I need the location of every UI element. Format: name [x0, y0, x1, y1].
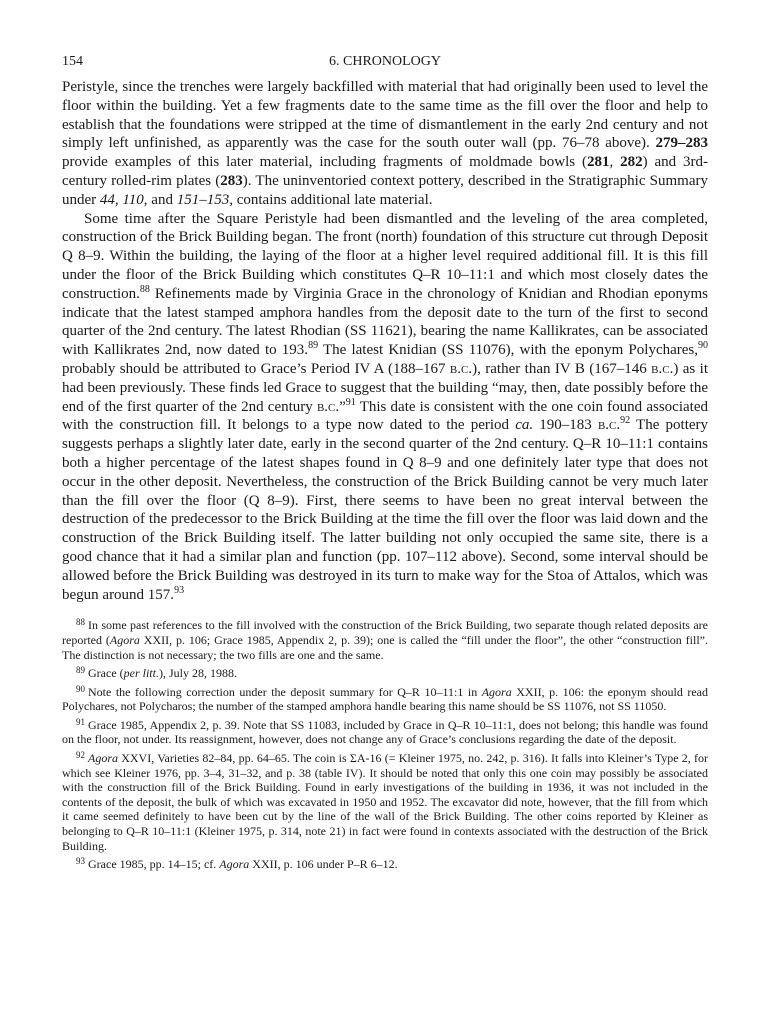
footnote-text: In some past references to the fill involved with the construction of the Brick Building, two separate though related deposits are reported (Agora XXII, p. 106; Grace 1985, Appendix 2, p. 39); one is called the “fill under the floor”, the other “construction fill”. The distinction is not necessary; the two fills are one and the same.: [62, 618, 708, 662]
footnote-text: Grace 1985, Appendix 2, p. 39. Note that SS 11083, included by Grace in Q–R 10–11:1, does not belong; this handle was found on the floor, not under. Its reassignment, however, does not change any of Grace’s conclusions regarding the date of the deposit.: [62, 717, 708, 747]
running-head: 6. CHRONOLOGY: [329, 54, 441, 69]
footnote-number: 90: [76, 683, 85, 694]
footnote-88: [62, 618, 708, 662]
footnote-text: Agora XXVI, Varieties 82–84, pp. 64–65. The coin is ΣA-16 (= Kleiner 1975, no. 242, p. 316). It falls into Kleiner’s Type 2, for which see Kleiner 1976, pp. 3–4, 31–32, and p. 38 (table IV). It should be noted that only this one coin may possibly be associated with the construction fill of the Brick Building. Found in early investigations of the building in 1936, it was not included in the contents of the deposit, the bulk of which was excavated in 1950 and 1952. The excavator did note, however, that the fill from which it came seemed definitely to have been cut by the line of the wall of the Brick Building. The other coins reported by Kleiner as belonging to Q–R 10–11:1 (Kleiner 1975, p. 314, note 21) in fact were found in contexts associated with the destruction of the Brick Building.: [62, 751, 708, 853]
footnote-number: 89: [76, 665, 85, 676]
footnote-89: [62, 666, 708, 681]
page: [62, 54, 708, 876]
page-header: [62, 54, 708, 76]
footnote-92: [62, 751, 708, 853]
footnote-number: 88: [76, 617, 85, 628]
paragraph-brick-building: Some time after the Square Peristyle had been dismantled and the leveling of the area completed, construction of the Brick Building began. The front (north) foundation of this structure cut through Deposit Q 8–9. Within the building, the laying of the floor at a higher level required additional fill. It is this fill under the floor of the Brick Building which constitutes Q–R 10–11:1 and which most closely dates the construction.$^{88}$ Refinements made by Virginia Grace in the chronology of Knidian and Rhodian eponyms indicate that the latest stamped amphora handles from the deposit date to the turn of the first to second quarter of the 2nd century. The latest Rhodian (SS 11621), bearing the name Kallikrates, can be associated with Kallikrates 2nd, now dated to 193.89 The latest Knidian (SS 11076), with the eponym Polychares,$^{90}$ probably should be attributed to Grace’s Period IV A (188–167 b.c.), rather than IV B (167–146 b.c.) as it had been previously. These finds led Grace to suggest that the building “may, then, date possibly before the end of the first quarter of the 2nd century b.c.”$^{91}$ This date is consistent with the one coin found associated with the construction fill. It belongs to a type now dated to the period ca. 190–183 b.c.$^{92}$ The pottery suggests perhaps a slightly later date, early in the second quarter of the 2nd century. Q–R 10–11:1 contains both a higher percentage of the latest shapes found in Q 8–9 and one definitely later type that does not occur in the other deposit. Nevertheless, the construction of the Brick Building cannot be very much later than the fill over the floor (Q 8–9). First, there seems to have been no great interval between the destruction of the predecessor to the Brick Building at the time the fill over the floor was laid down and the construction of the Brick Building itself. The latter building not only occupied the same site, there is a good chance that it had a similar plan and function (pp. 107–112 above). Second, some interval should be allowed before the Brick Building was destroyed in its turn to make way for the Stoa of Attalos, which was begun around 157.93: [62, 210, 709, 603]
footnote-text: Note the following correction under the deposit summary for Q–R 10–11:1 in Agora XXII, p. 106: the eponym should read Polychares, not Polycharos; the number of the stamped amphora handle bearing this name should be SS 11076, not SS 11050.: [62, 684, 708, 714]
footnotes: [62, 618, 708, 872]
footnote-number: 93: [76, 856, 85, 867]
footnote-93: [62, 857, 708, 872]
footnote-text: Grace (per litt.), July 28, 1988.: [88, 666, 237, 681]
footnote-number: 92: [76, 750, 85, 761]
body-text: [62, 78, 708, 604]
footnote-text: Grace 1985, pp. 14–15; cf. Agora XXII, p. 106 under P–R 6–12.: [88, 857, 398, 872]
paragraph-continuation: Peristyle, since the trenches were largely backfilled with material that had originally been used to level the floor within the building. Yet a few fragments date to the same time as the fill over the floor and help to establish that the foundations were stripped at the time of dismantlement in the early 2nd century and not simply left unfinished, as apparently was the case for the south outer wall (pp. 76–78 above). 279–283 provide examples of this later material, including fragments of moldmade bowls (281, 282) and 3rd-century rolled-rim plates (283). The uninventoried context pottery, described in the Stratigraphic Summary under 44, 110, and 151–153, contains additional late material.: [62, 79, 709, 208]
footnote-91: [62, 718, 708, 747]
footnote-number: 91: [76, 716, 85, 727]
page-number: 154: [62, 54, 83, 69]
footnote-90: [62, 685, 708, 714]
